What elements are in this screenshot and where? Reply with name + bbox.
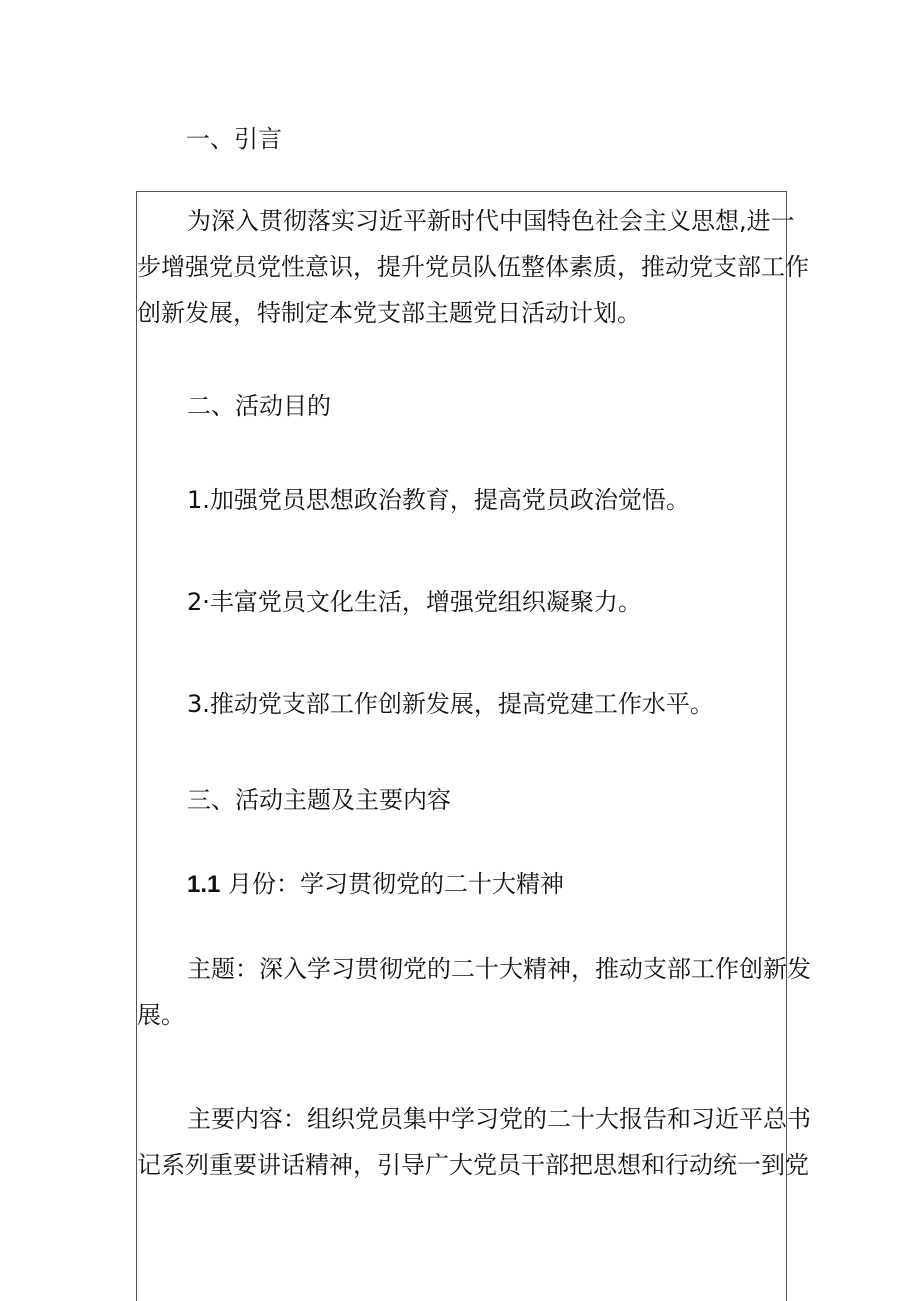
theme-line-2: 展。: [137, 1001, 185, 1029]
intro-heading: 一、引言: [186, 125, 282, 153]
month-text: 月份：学习贯彻党的二十大精神: [228, 870, 565, 898]
purpose-heading: 二、活动目的: [187, 392, 331, 420]
month-heading: [187, 864, 564, 905]
intro-line-1: 为深入贯彻落实习近平新时代中国特色社会主义思想,进一: [187, 207, 795, 235]
purpose-item-3: 3.推动党支部工作创新发展，提高党建工作水平。: [187, 690, 714, 718]
theme-line-1: 主题：深入学习贯彻党的二十大精神，推动支部工作创新发: [187, 955, 811, 983]
intro-line-3: 创新发展，特制定本党支部主题党日活动计划。: [137, 299, 641, 327]
main-line-1: 主要内容：组织党员集中学习党的二十大报告和习近平总书: [187, 1105, 811, 1133]
theme-paragraph: [137, 946, 811, 1038]
intro-line-2: 步增强党员党性意识，提升党员队伍整体素质，推动党支部工作: [137, 253, 809, 281]
content-heading: 三、活动主题及主要内容: [187, 786, 451, 814]
intro-paragraph: [137, 198, 809, 336]
purpose-item-1: 1.加强党员思想政治教育，提高党员政治觉悟。: [187, 486, 690, 514]
main-content-paragraph: [137, 1096, 811, 1188]
content-box: [136, 191, 811, 1301]
main-line-2: 记系列重要讲话精神，引导广大党员干部把思想和行动统一到党: [137, 1151, 809, 1179]
month-number: 1.1: [187, 871, 221, 898]
purpose-item-2: 2·丰富党员文化生活，增强党组织凝聚力。: [187, 588, 642, 616]
